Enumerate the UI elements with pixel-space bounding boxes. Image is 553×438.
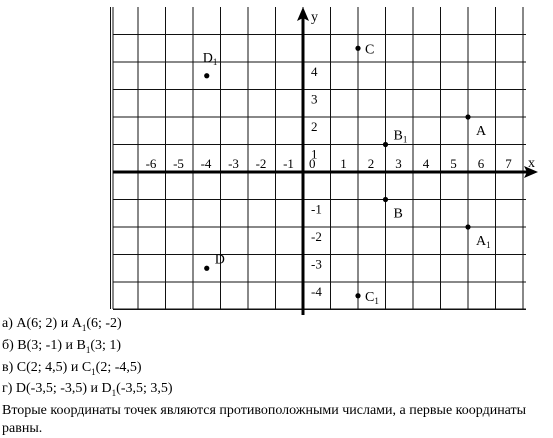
answer-line: г) D(-3,5; -3,5) и $D_1(-3,5$; 3,5) [2,381,173,399]
point-d [204,266,209,271]
point-label-a: A [476,124,487,139]
answer-line: в) C(2; 4,5) и $C_1(2$; -4,5) [2,359,142,377]
x-tick-label: 1 [340,156,347,171]
x-tick-label: 3 [395,156,402,171]
point-a1 [465,224,470,229]
x-tick-label: -4 [200,156,212,171]
x-axis-label: x [528,156,535,171]
x-tick-label: -3 [228,156,239,171]
x-tick-label: 6 [477,156,485,171]
point-label-c: C [365,42,375,58]
x-tick-label: 2 [367,156,375,171]
x-tick-label: 4 [422,156,430,171]
x-tick-label: -2 [255,156,267,171]
point-label-d: D [214,252,225,268]
y-tick-label: -1 [311,201,322,217]
point-label-d1: $D_1$ [202,50,218,67]
x-tick-label: -1 [283,156,294,171]
y-tick-label: 4 [311,64,318,79]
y-tick-label: 2 [311,119,318,134]
y-tick-label: -3 [311,256,322,272]
conclusion-text: Вторые координаты точек являются противоположными числами, а первые координаты равны. [2,403,527,437]
origin-label: 0 [309,156,316,171]
point-c1 [355,293,360,298]
point-d1 [204,73,209,78]
point-label-b: B [393,206,403,222]
y-tick-label: -4 [311,284,322,299]
x-tick-label: -6 [145,156,157,171]
point-c [355,46,360,51]
x-tick-label: 7 [505,156,512,171]
answer-line: б) B(3; -1) и $B_1(3$; 1) [2,337,122,355]
point-b [383,197,388,202]
point-label-a1: $A_1$ [476,234,491,250]
point-a [465,114,470,119]
tick-labels [146,64,513,299]
point-label-c1: $C_1$ [365,289,379,306]
answers-block [2,315,550,438]
point-label-b1: $B_1$ [393,128,408,145]
point-b1 [383,142,388,147]
points [200,42,491,306]
y-axis-label: y [311,10,318,25]
x-tick-label: -5 [173,156,184,171]
y-tick-label: -2 [311,229,322,244]
y-tick-label: 3 [311,91,318,107]
x-tick-label: 5 [450,156,457,171]
y-tick-label: 1 [311,146,318,162]
answer-line: а) A(6; 2) и $A_1(6$; -2) [2,316,122,333]
